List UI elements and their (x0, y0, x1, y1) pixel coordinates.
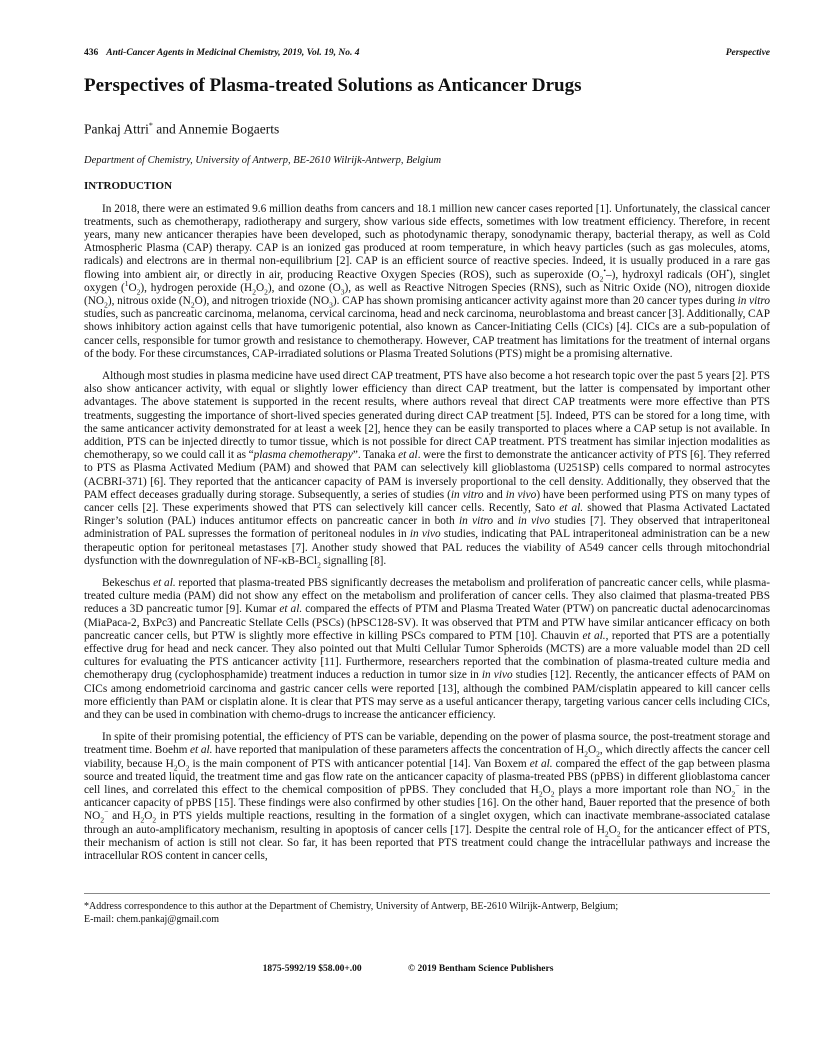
italic-text: in vivo (505, 488, 537, 501)
subscript: 2 (604, 828, 609, 838)
page-number: 436 (84, 48, 99, 58)
subscript: 2 (173, 762, 178, 772)
article-type: Perspective (725, 48, 770, 58)
body-paragraph: In 2018, there were an estimated 9.6 million deaths from cancers and 18.1 million new cancer cases reported [1]. Unfortunately, the classical cancer treatments, such as chemotherapy, radiotherapy and surgery, show various side effects, sometimes with low treatment efficiency. Therefore, in recent years, many new anticancer therapies have been developed, such as photodynamic therapy, sonodynamic therapy, bacterial therapy, as well as Cold Atmospheric Plasma (CAP) therapy. CAP is an ionized gas produced at room temperature, in which heavy particles (such as gas molecules, atoms, radicals) and electrons are in thermal non-equilibrium [2]. CAP is an efficient source of reactive species. Indeed, it is usually produced in a rare gas flowing into ambient air, or directly in air, producing Reactive Oxygen Species (ROS), such as superoxide $(O_2^•-)$, hydroxyl radicals (OH•), singlet oxygen $(^1O_2)$, hydrogen peroxide $(H_2O_2)$, and ozone $(O_3)$, as well as Reactive Nitrogen Species (RNS), such as Nitric Oxide (NO), nitrogen dioxide $(NO_2)$, nitrous oxide $(N_2O)$, and nitrogen trioxide $(NO_3)$. CAP has shown promising anticancer activity against more than 20 cancer types during in vitro studies, such as pancreatic carcinoma, melanoma, cervical carcinoma, head and neck carcinoma, neuroblastoma and breast cancer [3]. Additionally, CAP shows inhibitory action against cells that have tumorigenic potential, also known as Cancer-Initiating Cells (CICs) [4]. CICs are a sub-population of cancer cells, responsible for tumor growth and resistance to chemotherapy. However, CAP treatment has limitations for the treatment of internal organs of the body. For these circumstances, CAP-irradiated solutions or Plasma Treated Solutions (PTS) might be a promising alternative. (84, 202, 771, 360)
superscript: − (104, 807, 109, 817)
italic-text: in vitro (450, 488, 484, 501)
italic-text: et al. (190, 744, 213, 757)
author-list (84, 118, 770, 138)
subscript: 2 (731, 789, 736, 799)
superscript: • (603, 265, 606, 275)
subscript: 2 (252, 286, 256, 296)
subscript: 2 (104, 300, 108, 310)
subscript: 3 (340, 286, 345, 296)
italic-text: et al. (559, 501, 584, 514)
italic-text: et al. (529, 757, 553, 770)
subscript: 2 (317, 560, 321, 570)
body-text (84, 203, 770, 864)
subscript: 2 (599, 273, 604, 283)
journal-citation (84, 47, 359, 59)
correspondence-address: *Address correspondence to this author at the Department of Chemistry, University of Antwerp, BE-2610 Wilrijk-Antwerp, Belgium; (84, 901, 619, 913)
italic-text: et al (398, 449, 418, 462)
italic-text: plasma chemotherapy (253, 449, 353, 462)
italic-text: in vitro (737, 294, 770, 307)
section-heading: INTRODUCTION (84, 179, 173, 192)
author-name: and Annemie Bogaerts (152, 121, 280, 137)
subscript: 2 (152, 815, 157, 825)
article-title: Perspectives of Plasma-treated Solutions as Anticancer Drugs (84, 75, 582, 96)
corresponding-mark: * (148, 121, 153, 130)
copyright: © 2019 Bentham Science Publishers (408, 964, 554, 975)
running-header (84, 47, 770, 59)
subscript: 2 (140, 815, 145, 825)
body-paragraph: Bekeschus et al. reported that plasma-treated PBS significantly decreases the metabolism and proliferation of pancreatic cancer cells, while plasma-treated culture media (PAM) did not show any effect on the metabolism and proliferation of cancer cells. They also claimed that plasma-treated PBS reduces a 3D pancreatic tumor [9]. Kumar et al. compared the effects of PTM and Plasma Treated Water (PTW) on pancreatic ductal adenocarcinomas (MiaPaca-2, BxPc3) and Pancreatic Stellate Cells (PSCs) (hPSC128-SV). It was observed that PTM and PTW have similar anticancer efficacy on both pancreatic cancer cells, but PTW is slightly more effective in killing PSCs compared to PTM [10]. Chauvin et al., reported that PTS are a potentially effective drug for head and neck cancer. They also pointed out that Multi Cellular Tumor Spheroids (MCTS) are a more valuable model than 2D cell cultures for evaluating the PTS anticancer activity [11]. Furthermore, researchers reported that the combination of plasma-treated culture media and chemotherapy drug (cyclophosphamide) treatment induces a reduction in tumor size in in vivo studies [12]. Recently, the anticancer effects of PAM on CICs among endometrioid carcinoma and gastric cancer cells were reported [13], although the combined PAM/cisplatin appeared to kill cancer cells more efficiently than PAM or cisplatin alone. It is clear that PTS may serve as a useful anticancer therapy, targeting various cancer cells including CICs, and they can be used in combination with chemo-drugs to increase the anticancer efficiency. (84, 576, 770, 722)
subscript: 2 (550, 789, 555, 799)
superscript: • (726, 265, 730, 275)
subscript: 2 (185, 762, 190, 772)
italic-text: et al. (582, 629, 606, 642)
body-paragraph: In spite of their promising potential, the efficiency of PTS can be variable, depending on the power of plasma source, the post-treatment storage and treatment time. Boehm et al. have reported that manipulation of these parameters affects the concentration of $H_2O_2$, which directly affects the cancer cell viability, because $H_2O_2$ is the main component of PTS with anticancer potential [14]. Van Boxem et al. compared the effect of the gap between plasma source and treated liquid, the treatment time and gas flow rate on the anticancer capacity of plasma-treated PBS (pPBS) in different glioblastoma cancer cell lines, and correlated this effect to the chemical composition of pPBS. They concluded that $H_2O_2$ plays a more important role than $NO_2^-$ in the anticancer capacity of pPBS [15]. These findings were also confirmed by other studies [16]. On the other hand, Bauer reported that the presence of both $NO_2^-$ and $H_2O_2$ in PTS yields multiple reactions, resulting in the formation of a singlet oxygen, which can inactivate membrane-associated catalase through an auto-amplificatory mechanism, resulting in apoptosis of cancer cells [17]. Despite the central role of $H_2O_2$ for the anticancer effect of PTS, their mechanism of action is still not clear. So far, it has been reported that PTS treatment could change the intracellular pathways and increase the intracellular ROS content in cancer cells, (84, 731, 771, 863)
author-name: Pankaj Attri (84, 121, 149, 137)
italic-text: in vitro (459, 515, 494, 528)
subscript: 2 (596, 749, 600, 759)
subscript: 2 (538, 789, 543, 799)
subscript: 2 (190, 300, 195, 310)
subscript: 2 (616, 828, 621, 838)
italic-text: in vivo (518, 515, 550, 528)
subscript: 2 (100, 815, 105, 825)
affiliation: Department of Chemistry, University of Antwerp, BE-2610 Wilrijk-Antwerp, Belgium (84, 154, 442, 166)
superscript: − (735, 781, 740, 791)
subscript: 2 (136, 286, 141, 296)
italic-text: et al. (279, 603, 303, 616)
italic-text: in vivo (409, 528, 441, 541)
publisher-footer (0, 964, 816, 974)
subscript: 2 (264, 286, 268, 296)
subscript: 2 (584, 749, 588, 759)
italic-text: in vivo (481, 669, 513, 682)
footnote-divider (84, 893, 770, 894)
issn-price: 1875-5992/19 $58.00+.00 (262, 964, 362, 975)
body-paragraph: Although most studies in plasma medicine have used direct CAP treatment, PTS have also become a hot research topic over the past 5 years [2]. PTS also show anticancer activity, with equal or slightly lower efficiency than direct CAP treatment, but the latter is compensated by important other advantages. The above statement is supported in the recent results, where authors reveal that direct CAP treatments were more effective than PTS treatments, suggesting the importance of short-lived species generated during direct CAP treatment [5]. Indeed, PTS can be stored for a long time, with the same anticancer activity demonstrated for at least a week [2], hence they can be easily transported to places where a CAP setup is not available. In addition, PTS can be injected directly to tumor tissue, which is not possible for direct CAP treatment. PTS treatment has similar injection modalities as chemotherapy, so we could call it as “plasma chemotherapy”. Tanaka et al. were the first to demonstrate the anticancer activity of PTS [6]. They referred to PTS as Plasma Activated Medium (PAM) and showed that PAM can selectively kill glioblastoma (U251SP) cells compared to normal astrocytes (ACBRI-371) [6]. They reported that the anticancer capacity of PAM is inversely proportional to the cell density. Additionally, they observed that the PAM effect deceases gradually during storage. Subsequently, a series of studies (in vitro and in vivo) have been performed using PTS on many types of cancer cells [2]. These experiments showed that PTS can selectively kill cancer cells. Recently, Sato et al. showed that Plasma Activated Lactated Ringer’s solution (PAL) induces antitumor effects on pancreatic cancer in both in vitro and in vivo studies [7]. They observed that intraperitoneal administration of PAL supresses the formation of peritoneal nodules in in vivo studies, indicating that PAL intraperitoneal administration can be a new therapeutic option for peritoneal metastases [7]. Another study showed that PAL reduces the viability of A549 cancer cells through mitochondrial dysfunction with the downregulation of NF-κB-BCl$_2$ signalling [8]. (84, 369, 771, 570)
superscript: 1 (124, 278, 129, 288)
italic-text: et al. (153, 576, 176, 589)
journal-name: Anti-Cancer Agents in Medicinal Chemistry, 2019, Vol. 19, No. 4 (106, 48, 360, 58)
footnote (84, 901, 770, 926)
subscript: 3 (329, 300, 333, 310)
correspondence-email[interactable]: E-mail: chem.pankaj@gmail.com (84, 913, 219, 925)
